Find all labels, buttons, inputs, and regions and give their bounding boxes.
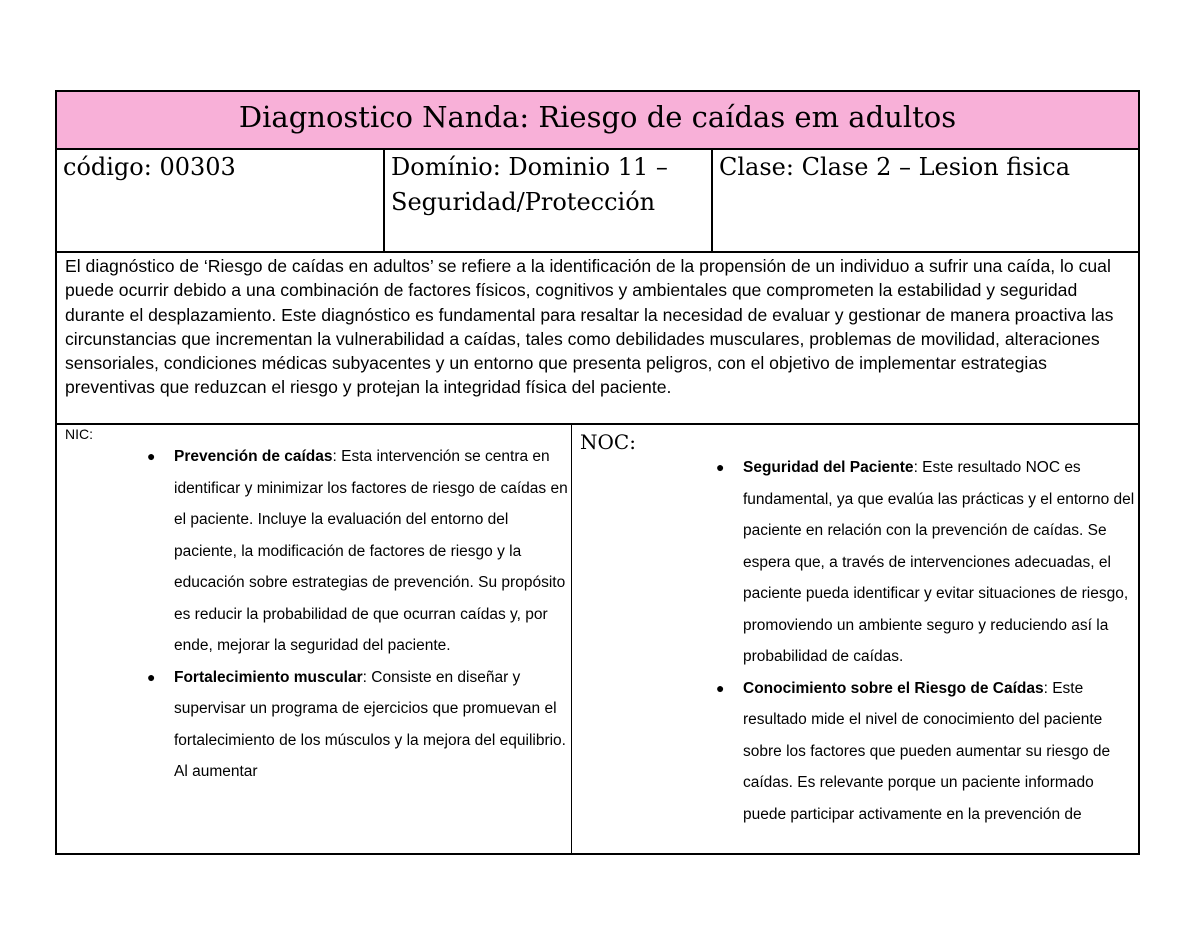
item-title: Conocimiento sobre el Riesgo de Caídas xyxy=(743,679,1044,697)
item-text: : Consiste en diseñar y supervisar un programa de ejercicios que promuevan el fortalecimiento de los músculos y la mejora del equilibrio. Al aumentar xyxy=(174,668,566,780)
bullet-icon: ● xyxy=(147,668,156,685)
noc-column xyxy=(572,425,1140,855)
item-title: Prevención de caídas xyxy=(174,448,333,465)
bullet-icon: ● xyxy=(716,459,725,475)
nic-noc-row xyxy=(57,425,1138,855)
diagnosis-title: Diagnostico Nanda: Riesgo de caídas em adultos xyxy=(57,92,1138,150)
list-item xyxy=(147,441,569,662)
noc-label: NOC: xyxy=(580,430,636,454)
item-text: : Este resultado mide el nivel de conocimiento del paciente sobre los factores que pueden aumentar su riesgo de caídas. Es relevante porque un paciente informado puede participar activamente en la prevención de xyxy=(743,679,1111,823)
nic-column xyxy=(57,425,572,855)
meta-row xyxy=(57,150,1138,253)
list-item xyxy=(716,452,1138,673)
item-title: Seguridad del Paciente xyxy=(743,459,914,476)
item-text: : Este resultado NOC es fundamental, ya que evalúa las prácticas y el entorno del paciente en relación con la prevención de caídas. Se espera que, a través de intervenciones adecuadas, el paciente pueda identificar y evitar situaciones de riesgo, promoviendo un ambiente seguro y reduciendo así la probabilidad de caídas. xyxy=(743,459,1135,665)
item-text: : Esta intervención se centra en identificar y minimizar los factores de riesgo de caídas en el paciente. Incluye la evaluación del entorno del paciente, la modificación de factores de riesgo y la educación sobre estrategias de prevención. Su propósito es reducir la probabilidad de que ocurran caídas y, por ende, mejorar la seguridad del paciente. xyxy=(174,448,568,654)
list-item xyxy=(716,673,1138,831)
bullet-icon: ● xyxy=(716,679,725,696)
dominio-cell: Domínio: Dominio 11 – Seguridad/Protección xyxy=(385,150,713,251)
bullet-icon: ● xyxy=(147,448,156,464)
nic-label: NIC: xyxy=(65,426,93,442)
item-title: Fortalecimiento muscular xyxy=(174,668,363,686)
list-item xyxy=(147,662,569,788)
diagnosis-table xyxy=(55,90,1140,855)
noc-list xyxy=(716,452,1138,830)
nic-list xyxy=(147,441,569,788)
codigo-cell: código: 00303 xyxy=(57,150,385,251)
clase-cell: Clase: Clase 2 – Lesion fisica xyxy=(719,153,1071,181)
diagnosis-description: El diagnóstico de ‘Riesgo de caídas en adultos’ se refiere a la identificación de la propensión de un individuo a sufrir una caída, lo cual puede ocurrir debido a una combinación de factores físicos, cognitivos y ambientales que comprometen la estabilidad y seguridad durante el desplazamiento. Este diagnóstico es fundamental para resaltar la necesidad de evaluar y gestionar de manera proactiva las circunstancias que incrementan la vulnerabilidad a caídas, tales como debilidades musculares, problemas de movilidad, alteraciones sensoriales, condiciones médicas subyacentes y un entorno que presenta peligros, con el objetivo de implementar estrategias preventivas que reduzcan el riesgo y protejan la integridad física del paciente. xyxy=(57,253,1138,425)
